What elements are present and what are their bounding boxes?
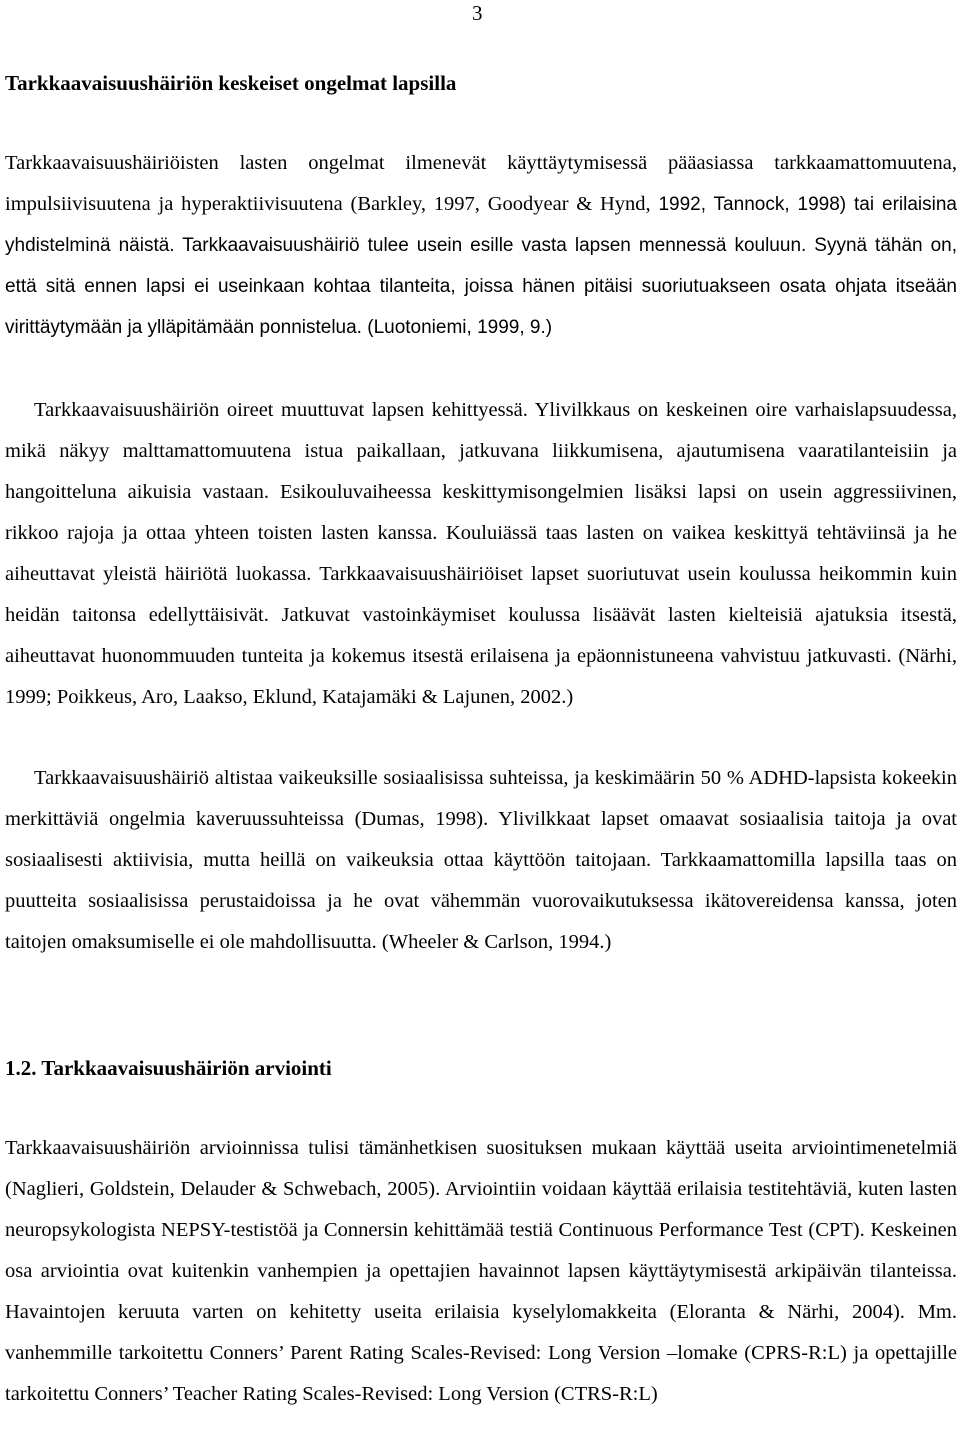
paragraph-social: Tarkkaavaisuushäiriö altistaa vaikeuksille sosiaalisissa suhteissa, ja keskimäärin 50 % ADHD-lapsista kokeekin merkittäviä ongelmia kaveruussuhteissa (Dumas, 1998). Ylivilkkaat lapset omaavat sosiaalisia taitoja ja ovat sosiaalisesti aktiivisia, mutta heillä on vaikeuksia ottaa käyttöön taitojaan. Tarkkaamattomilla lapsilla taas on puutteita sosiaalisissa perustaidoissa ja he ovat vähemmän vuorovaikutuksessa ikätovereidensa kanssa, joten taitojen omaksumiselle ei ole mahdollisuutta. (Wheeler & Carlson, 1994.) bbox=[5, 767, 957, 953]
page-number: 3 bbox=[472, 1, 483, 25]
paragraph-intro-sans-part: 1992, Tannock, 1998) tai erilaisina yhdistelminä näistä. Tarkkaavaisuushäiriö tulee usein esille vasta lapsen mennessä kouluun. Syynä tähän on, että sitä ennen lapsi ei useinkaan kohtaa tilanteita, joissa hänen pitäisi suoriutuakseen osata ohjata itseään virittäytymään ja ylläpitämään ponnistelua. (Luotoniemi, 1999, 9.) bbox=[5, 194, 957, 338]
paragraph-intro-serif-part: Tarkkaavaisuushäiriöisten lasten ongelmat ilmenevät käyttäytymisessä pääasiassa tarkkaamattomuutena, impulsiivisuutena ja hyperaktiivisuutena (Barkley, 1997, Goodyear & Hynd, bbox=[5, 152, 957, 215]
paragraph-intro bbox=[5, 143, 957, 348]
paragraph-symptoms: Tarkkaavaisuushäiriön oireet muuttuvat lapsen kehittyessä. Ylivilkkaus on keskeinen oire varhaislapsuudessa, mikä näkyy malttamattomuutena istua paikallaan, jatkuvana liikkumisena, ajautumisena vaaratilanteisiin ja hangoitteluna aikuisia vastaan. Esikouluvaiheessa keskittymisongelmien lisäksi lapsi on usein aggressiivinen, rikkoo rajoja ja ottaa yhteen toisten lasten kanssa. Kouluiässä taas lasten on vaikea keskittyä tehtäviinsä ja he aiheuttavat yleistä häiriötä luokassa. Tarkkaavaisuushäiriöiset lapset suoriutuvat usein koulussa heikommin kuin heidän taitonsa edellyttäisivät. Jatkuvat vastoinkäymiset koulussa lisäävät lasten kielteisiä ajatuksia itsestä, aiheuttavat huonommuuden tunteita ja kokemus itsestä erilaisena ja epäonnistuneena vahvistuu jatkuvasti. (Närhi, 1999; Poikkeus, Aro, Laakso, Eklund, Katajamäki & Lajunen, 2002.) bbox=[5, 399, 957, 708]
paragraph-assessment: Tarkkaavaisuushäiriön arvioinnissa tulisi tämänhetkisen suosituksen mukaan käyttää useita arviointimenetelmiä (Naglieri, Goldstein, Delauder & Schwebach, 2005). Arviointiin voidaan käyttää erilaisia testitehtäviä, kuten lasten neuropsykologista NEPSY-testistöä ja Connersin kehittämää testiä Continuous Performance Test (CPT). Keskeinen osa arviointia ovat kuitenkin vanhempien ja opettajien havainnot lapsen käyttäytymisestä arkipäivän tilanteissa. Havaintojen keruuta varten on kehitetty useita erilaisia kyselylomakkeita (Eloranta & Närhi, 2004). Mm. vanhemmille tarkoitettu Conners’ Parent Rating Scales-Revised: Long Version –lomake (CPRS-R:L) ja opettajille tarkoitettu Conners’ Teacher Rating Scales-Revised: Long Version (CTRS-R:L) bbox=[5, 1137, 957, 1405]
section-heading: Tarkkaavaisuushäiriön keskeiset ongelmat lapsilla bbox=[5, 71, 457, 95]
subsection-heading: 1.2. Tarkkaavaisuushäiriön arviointi bbox=[5, 1056, 332, 1080]
